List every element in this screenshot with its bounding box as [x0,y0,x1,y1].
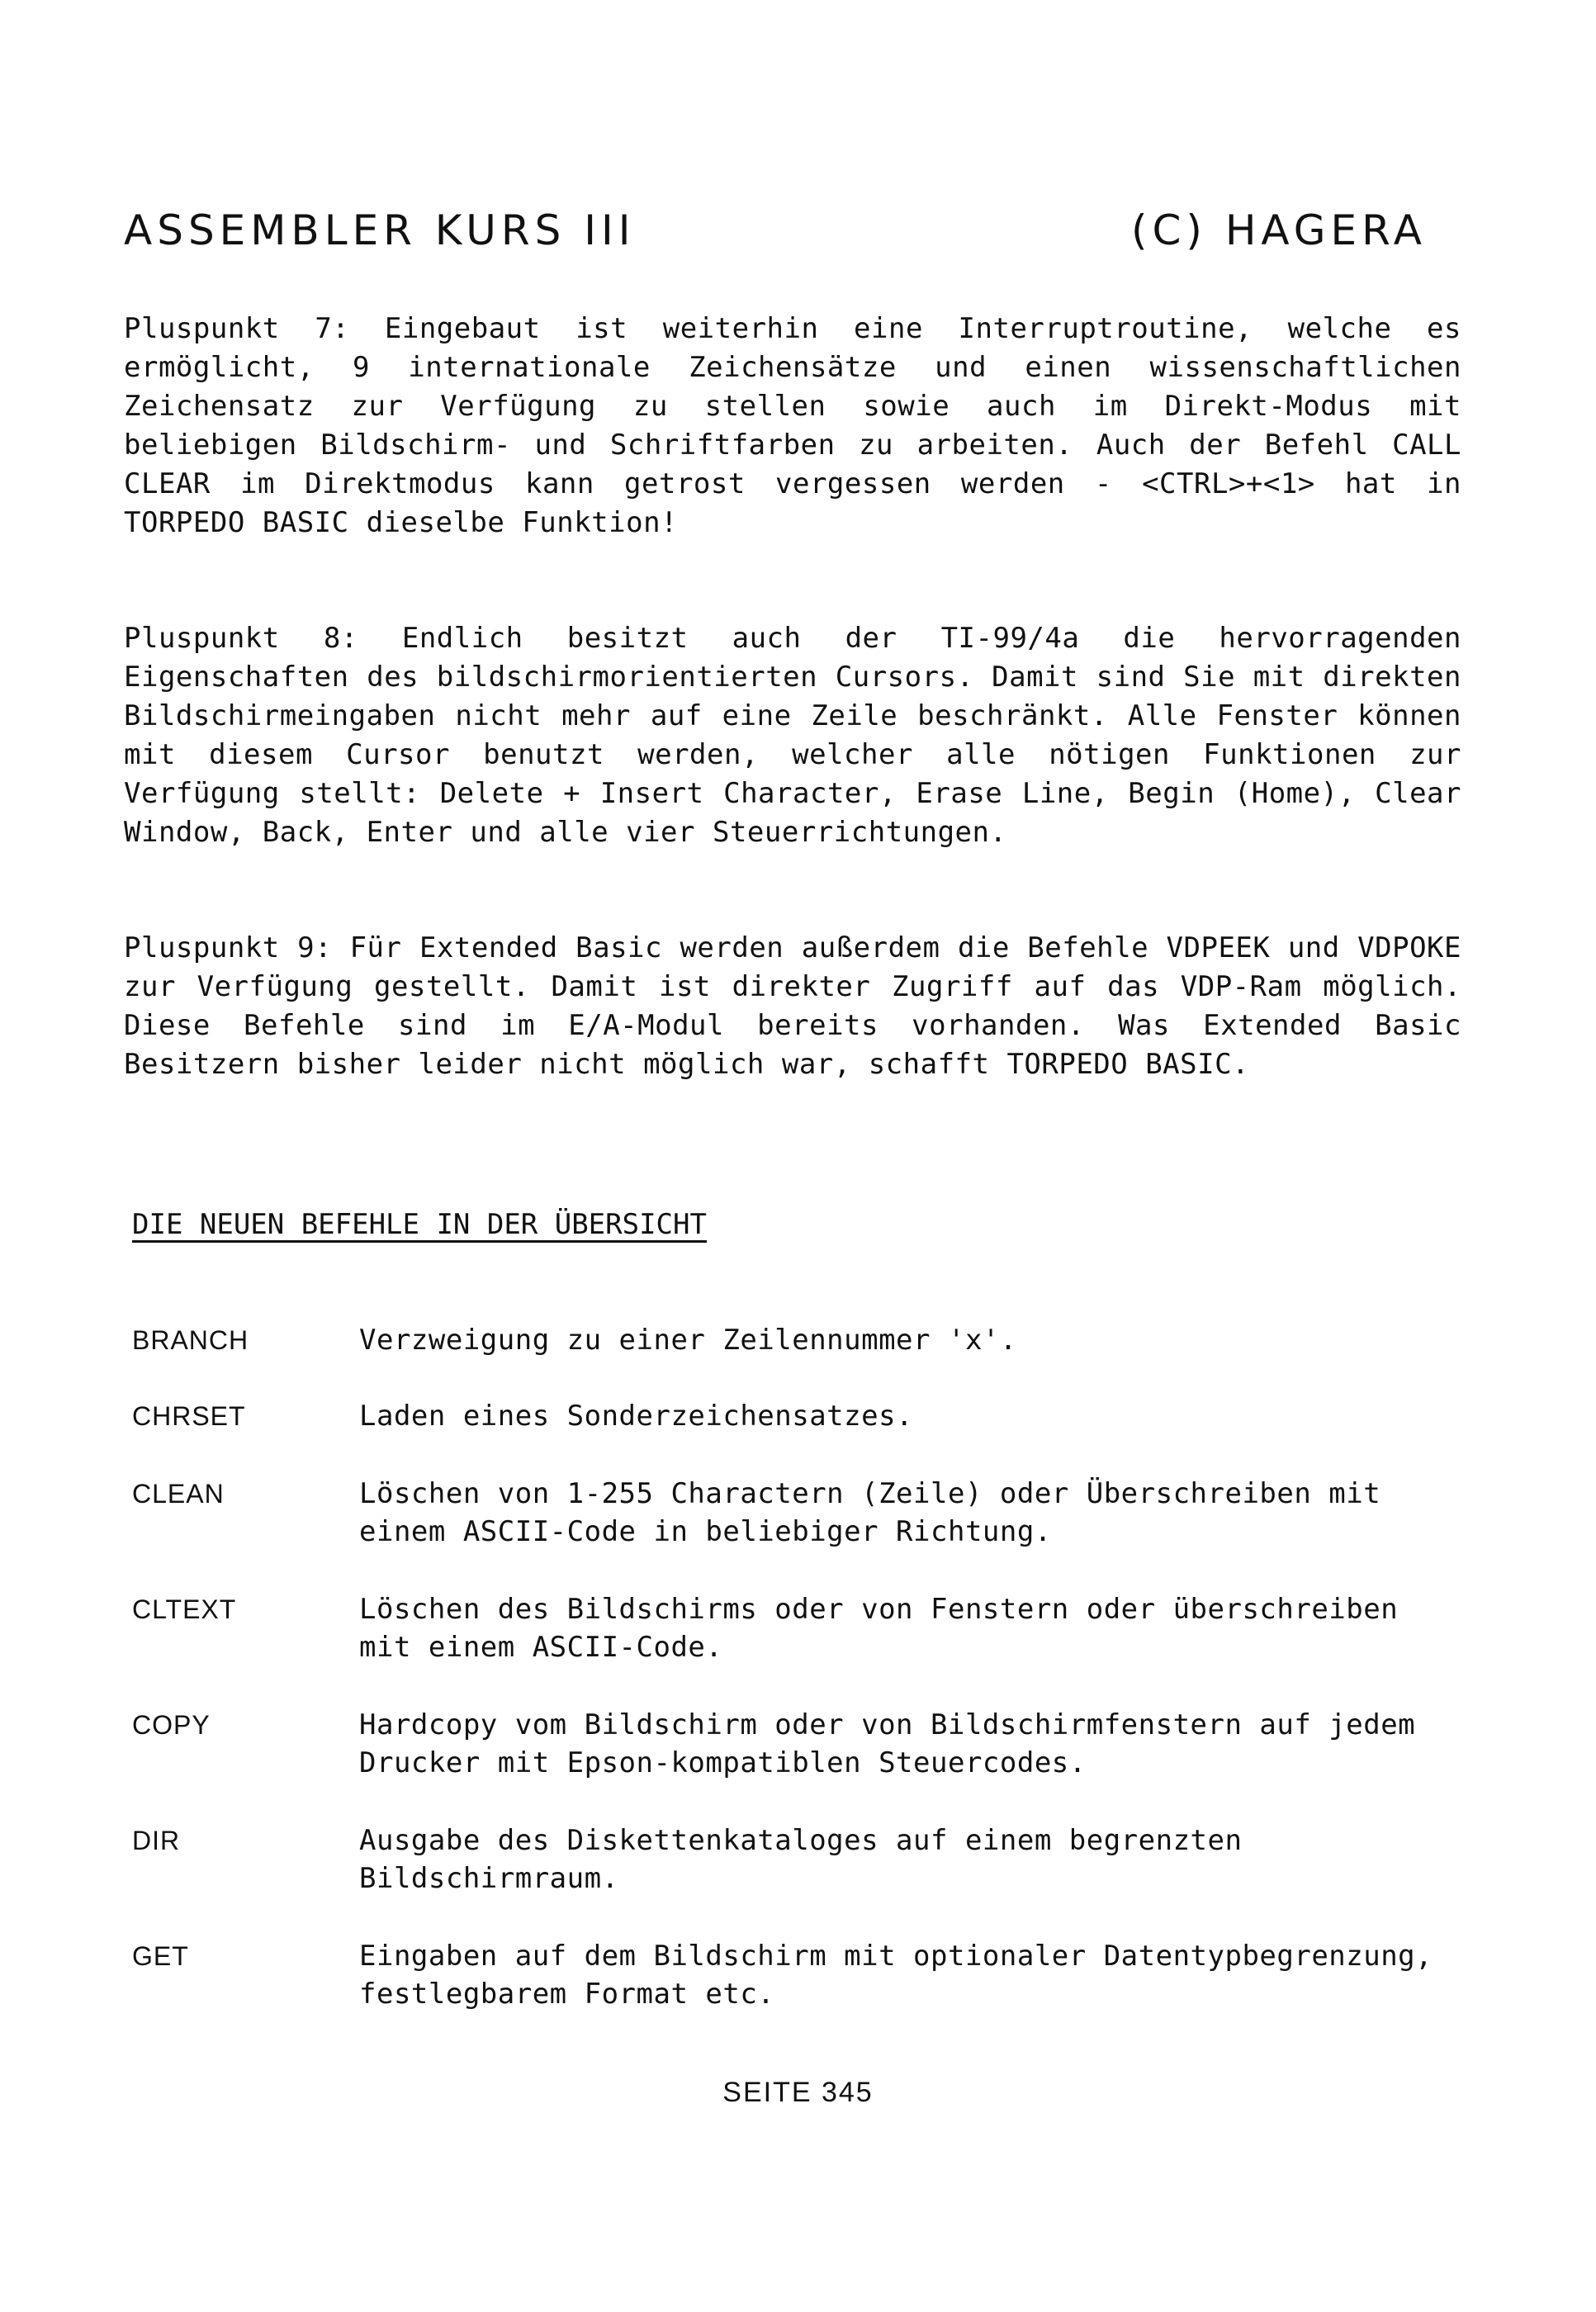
command-name: GET [132,1941,189,1971]
command-description: Löschen des Bildschirms oder von Fenstern oder überschreiben mit einem ASCII-Code. [359,1593,1399,1664]
page-header [124,206,1427,256]
section-heading: DIE NEUEN BEFEHLE IN DER ÜBERSICHT [132,1208,707,1241]
header-course-title: ASSEMBLER KURS III [124,206,636,254]
command-description: Ausgabe des Diskettenkataloges auf einem begrenzten Bildschirmraum. [359,1824,1243,1895]
command-row [132,1822,1461,1904]
command-row [132,1937,1461,2020]
command-name: DIR [132,1826,181,1855]
command-description: Laden eines Sonderzeichensatzes. [359,1400,914,1433]
command-description: Verzweigung zu einer Zeilennummer 'x'. [359,1324,1017,1357]
command-description: Löschen von 1-255 Charactern (Zeile) oder Überschreiben mit einem ASCII-Code in beliebiger Richtung. [359,1477,1381,1548]
command-row [132,1706,1461,1788]
command-name: BRANCH [132,1325,249,1355]
command-description: Eingaben auf dem Bildschirm mit optionaler Datentypbegrenzung, festlegbarem Format etc. [359,1940,1433,2011]
command-row [132,1321,1461,1404]
page-number: SEITE 345 [722,2077,874,2108]
command-name: CLTEXT [132,1594,237,1624]
command-name: COPY [132,1710,211,1740]
header-copyright: (C) HAGERA [1131,206,1427,254]
command-name: CHRSET [132,1401,246,1431]
command-row [132,1397,1461,1480]
command-description: Hardcopy vom Bildschirm oder von Bildschirmfenstern auf jedem Drucker mit Epson-kompatiblen Steuercodes. [359,1708,1416,1779]
command-row [132,1590,1461,1673]
command-name: CLEAN [132,1479,225,1509]
paragraph-pluspunkt-9: Pluspunkt 9: Für Extended Basic werden außerdem die Befehle VDPEEK und VDPOKE zur Verfügung gestellt. Damit ist direkter Zugriff auf das VDP-Ram möglich. Diese Befehle sind im E/A-Modul bereits vorhanden. Was Extended Basic Besitzern bisher leider nicht möglich war, schafft TORPEDO BASIC. [124,931,1461,1081]
paragraph-pluspunkt-8: Pluspunkt 8: Endlich besitzt auch der TI-99/4a die hervorragenden Eigenschaften des bildschirmorientierten Cursors. Damit sind Sie mit direkten Bildschirmeingaben nicht mehr auf eine Zeile beschränkt. Alle Fenster können mit diesem Cursor benutzt werden, welcher alle nötigen Funktionen zur Verfügung stellt: Delete + Insert Character, Erase Line, Begin (Home), Clear Window, Back, Enter und alle vier Steuerrichtungen. [124,622,1461,849]
command-row [132,1475,1461,1557]
paragraph-pluspunkt-7: Pluspunkt 7: Eingebaut ist weiterhin eine Interruptroutine, welche es ermöglicht, 9 internationale Zeichensätze und einen wissenschaftlichen Zeichensatz zur Verfügung zu stellen sowie auch im Direkt-Modus mit beliebigen Bildschirm- und Schriftfarben zu arbeiten. Auch der Befehl CALL CLEAR im Direktmodus kann getrost vergessen werden - <CTRL>+<1> hat in TORPEDO BASIC dieselbe Funktion! [124,312,1461,539]
